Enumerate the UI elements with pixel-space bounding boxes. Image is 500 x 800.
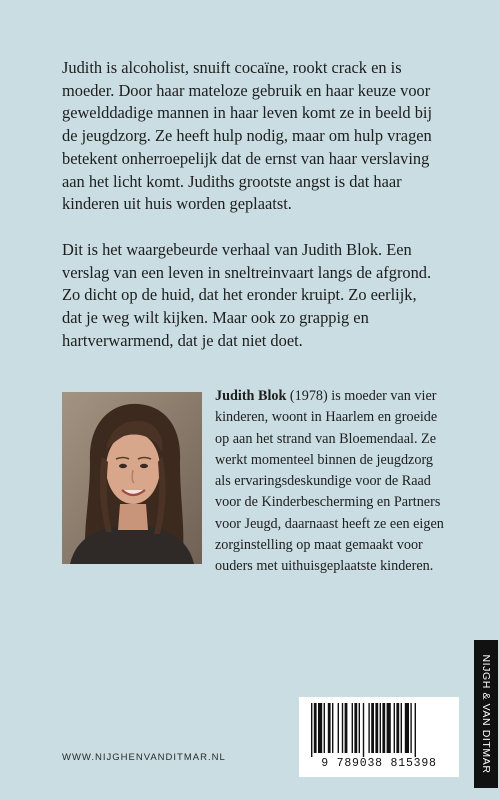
- author-portrait-image: [62, 392, 202, 564]
- blurb-paragraph-1: Judith is alcoholist, snuift cocaïne, rookt crack en is moeder. Door haar mateloze gebruik en haar keuze voor gewelddadige mannen in haar leven komt ze in beeld bij de jeugdzorg. Ze heeft hulp nodig, maar om hulp vragen betekent onherroepelijk dat de ernst van haar verslaving aan het licht komt. Judiths grootste angst is dat haar kinderen uit huis worden geplaatst.: [62, 58, 433, 214]
- barcode-icon: [309, 703, 449, 757]
- author-photo: [62, 392, 202, 564]
- publisher-logo: [474, 640, 498, 788]
- author-name: Judith Blok: [215, 388, 287, 404]
- author-bio: [215, 386, 451, 578]
- isbn-number: 9 789038 815398: [321, 757, 437, 770]
- blurb-paragraph-2: Dit is het waargebeurde verhaal van Judith Blok. Een verslag van een leven in sneltreinvaart langs de afgrond. Zo dicht op de huid, dat het eronder kruipt. Zo eerlijk, dat je weg wilt kijken. Maar ook zo grappig en hartverwarmend, dat je dat niet doet.: [62, 240, 432, 350]
- author-bio-text: (1978) is moeder van vier kinderen, woont in Haarlem en groeide op aan het strand van Bloemendaal. Ze werkt momenteel binnen de jeugdzorg als ervaringsdeskundige voor de Raad voor de Kinderbescherming en Partners voor Jeugd, daarnaast heeft ze een eigen zorginstelling op maat gemaakt voor ouders met uithuisgeplaatste kinderen.: [215, 388, 444, 575]
- publisher-logo-text: NIJGH & VAN DITMAR: [480, 654, 492, 774]
- publisher-website: WWW.NIJGHENVANDITMAR.NL: [62, 752, 226, 763]
- isbn-barcode: [299, 697, 459, 777]
